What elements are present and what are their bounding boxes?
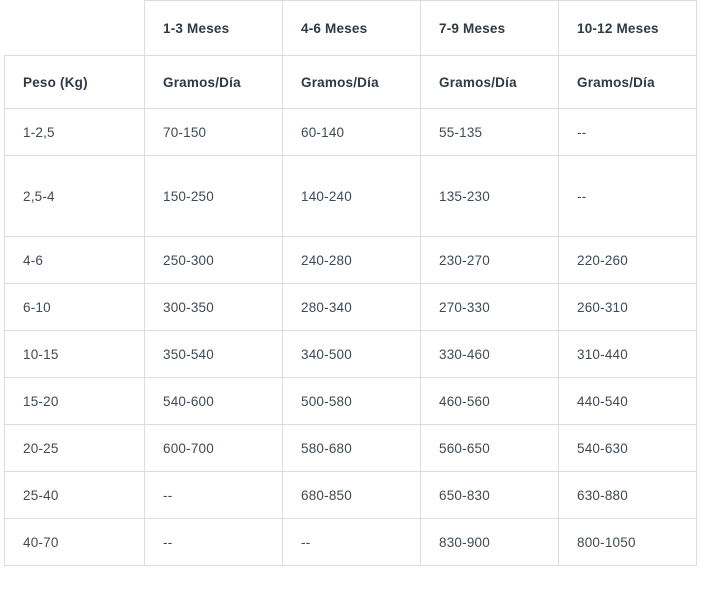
row-value-2: 340-500 xyxy=(283,331,421,378)
row-value-2: -- xyxy=(283,519,421,566)
row-value-1: 300-350 xyxy=(145,284,283,331)
table-row xyxy=(5,237,697,284)
row-weight-label: 40-70 xyxy=(5,519,145,566)
row-value-4: 260-310 xyxy=(559,284,697,331)
row-value-1: 70-150 xyxy=(145,109,283,156)
table-subheader-row xyxy=(5,56,697,109)
row-value-1: -- xyxy=(145,472,283,519)
row-value-3: 460-560 xyxy=(421,378,559,425)
row-value-3: 650-830 xyxy=(421,472,559,519)
row-value-4: -- xyxy=(559,109,697,156)
row-weight-label: 1-2,5 xyxy=(5,109,145,156)
column-unit-2: Gramos/Día xyxy=(283,56,421,109)
row-value-3: 560-650 xyxy=(421,425,559,472)
row-value-4: 540-630 xyxy=(559,425,697,472)
row-value-3: 230-270 xyxy=(421,237,559,284)
row-weight-label: 6-10 xyxy=(5,284,145,331)
row-value-1: 150-250 xyxy=(145,156,283,237)
table-header-row xyxy=(5,1,697,56)
row-value-3: 830-900 xyxy=(421,519,559,566)
row-value-2: 240-280 xyxy=(283,237,421,284)
row-value-3: 330-460 xyxy=(421,331,559,378)
row-value-1: 350-540 xyxy=(145,331,283,378)
table-corner-cell xyxy=(5,1,145,56)
row-value-4: 220-260 xyxy=(559,237,697,284)
row-weight-label: 15-20 xyxy=(5,378,145,425)
column-unit-4: Gramos/Día xyxy=(559,56,697,109)
row-weight-label: 20-25 xyxy=(5,425,145,472)
column-unit-1: Gramos/Día xyxy=(145,56,283,109)
row-weight-label: 25-40 xyxy=(5,472,145,519)
column-header-age-2: 4-6 Meses xyxy=(283,1,421,56)
row-value-1: 540-600 xyxy=(145,378,283,425)
row-value-1: 250-300 xyxy=(145,237,283,284)
table-row xyxy=(5,284,697,331)
row-value-1: 600-700 xyxy=(145,425,283,472)
row-value-2: 500-580 xyxy=(283,378,421,425)
row-weight-label: 2,5-4 xyxy=(5,156,145,237)
row-weight-label: 4-6 xyxy=(5,237,145,284)
row-value-1: -- xyxy=(145,519,283,566)
table-row xyxy=(5,378,697,425)
table-row xyxy=(5,425,697,472)
column-unit-3: Gramos/Día xyxy=(421,56,559,109)
row-value-3: 55-135 xyxy=(421,109,559,156)
table-row xyxy=(5,472,697,519)
column-header-age-1: 1-3 Meses xyxy=(145,1,283,56)
column-header-age-3: 7-9 Meses xyxy=(421,1,559,56)
table-row xyxy=(5,331,697,378)
table-row xyxy=(5,109,697,156)
table-row xyxy=(5,156,697,237)
row-value-2: 60-140 xyxy=(283,109,421,156)
row-value-4: 310-440 xyxy=(559,331,697,378)
row-weight-label: 10-15 xyxy=(5,331,145,378)
row-value-3: 270-330 xyxy=(421,284,559,331)
row-value-4: 630-880 xyxy=(559,472,697,519)
row-value-2: 140-240 xyxy=(283,156,421,237)
row-value-4: -- xyxy=(559,156,697,237)
feeding-guide-table xyxy=(4,0,697,566)
row-value-2: 580-680 xyxy=(283,425,421,472)
row-value-3: 135-230 xyxy=(421,156,559,237)
row-value-2: 680-850 xyxy=(283,472,421,519)
row-value-2: 280-340 xyxy=(283,284,421,331)
column-header-age-4: 10-12 Meses xyxy=(559,1,697,56)
row-value-4: 440-540 xyxy=(559,378,697,425)
table-row xyxy=(5,519,697,566)
row-value-4: 800-1050 xyxy=(559,519,697,566)
column-header-weight: Peso (Kg) xyxy=(5,56,145,109)
